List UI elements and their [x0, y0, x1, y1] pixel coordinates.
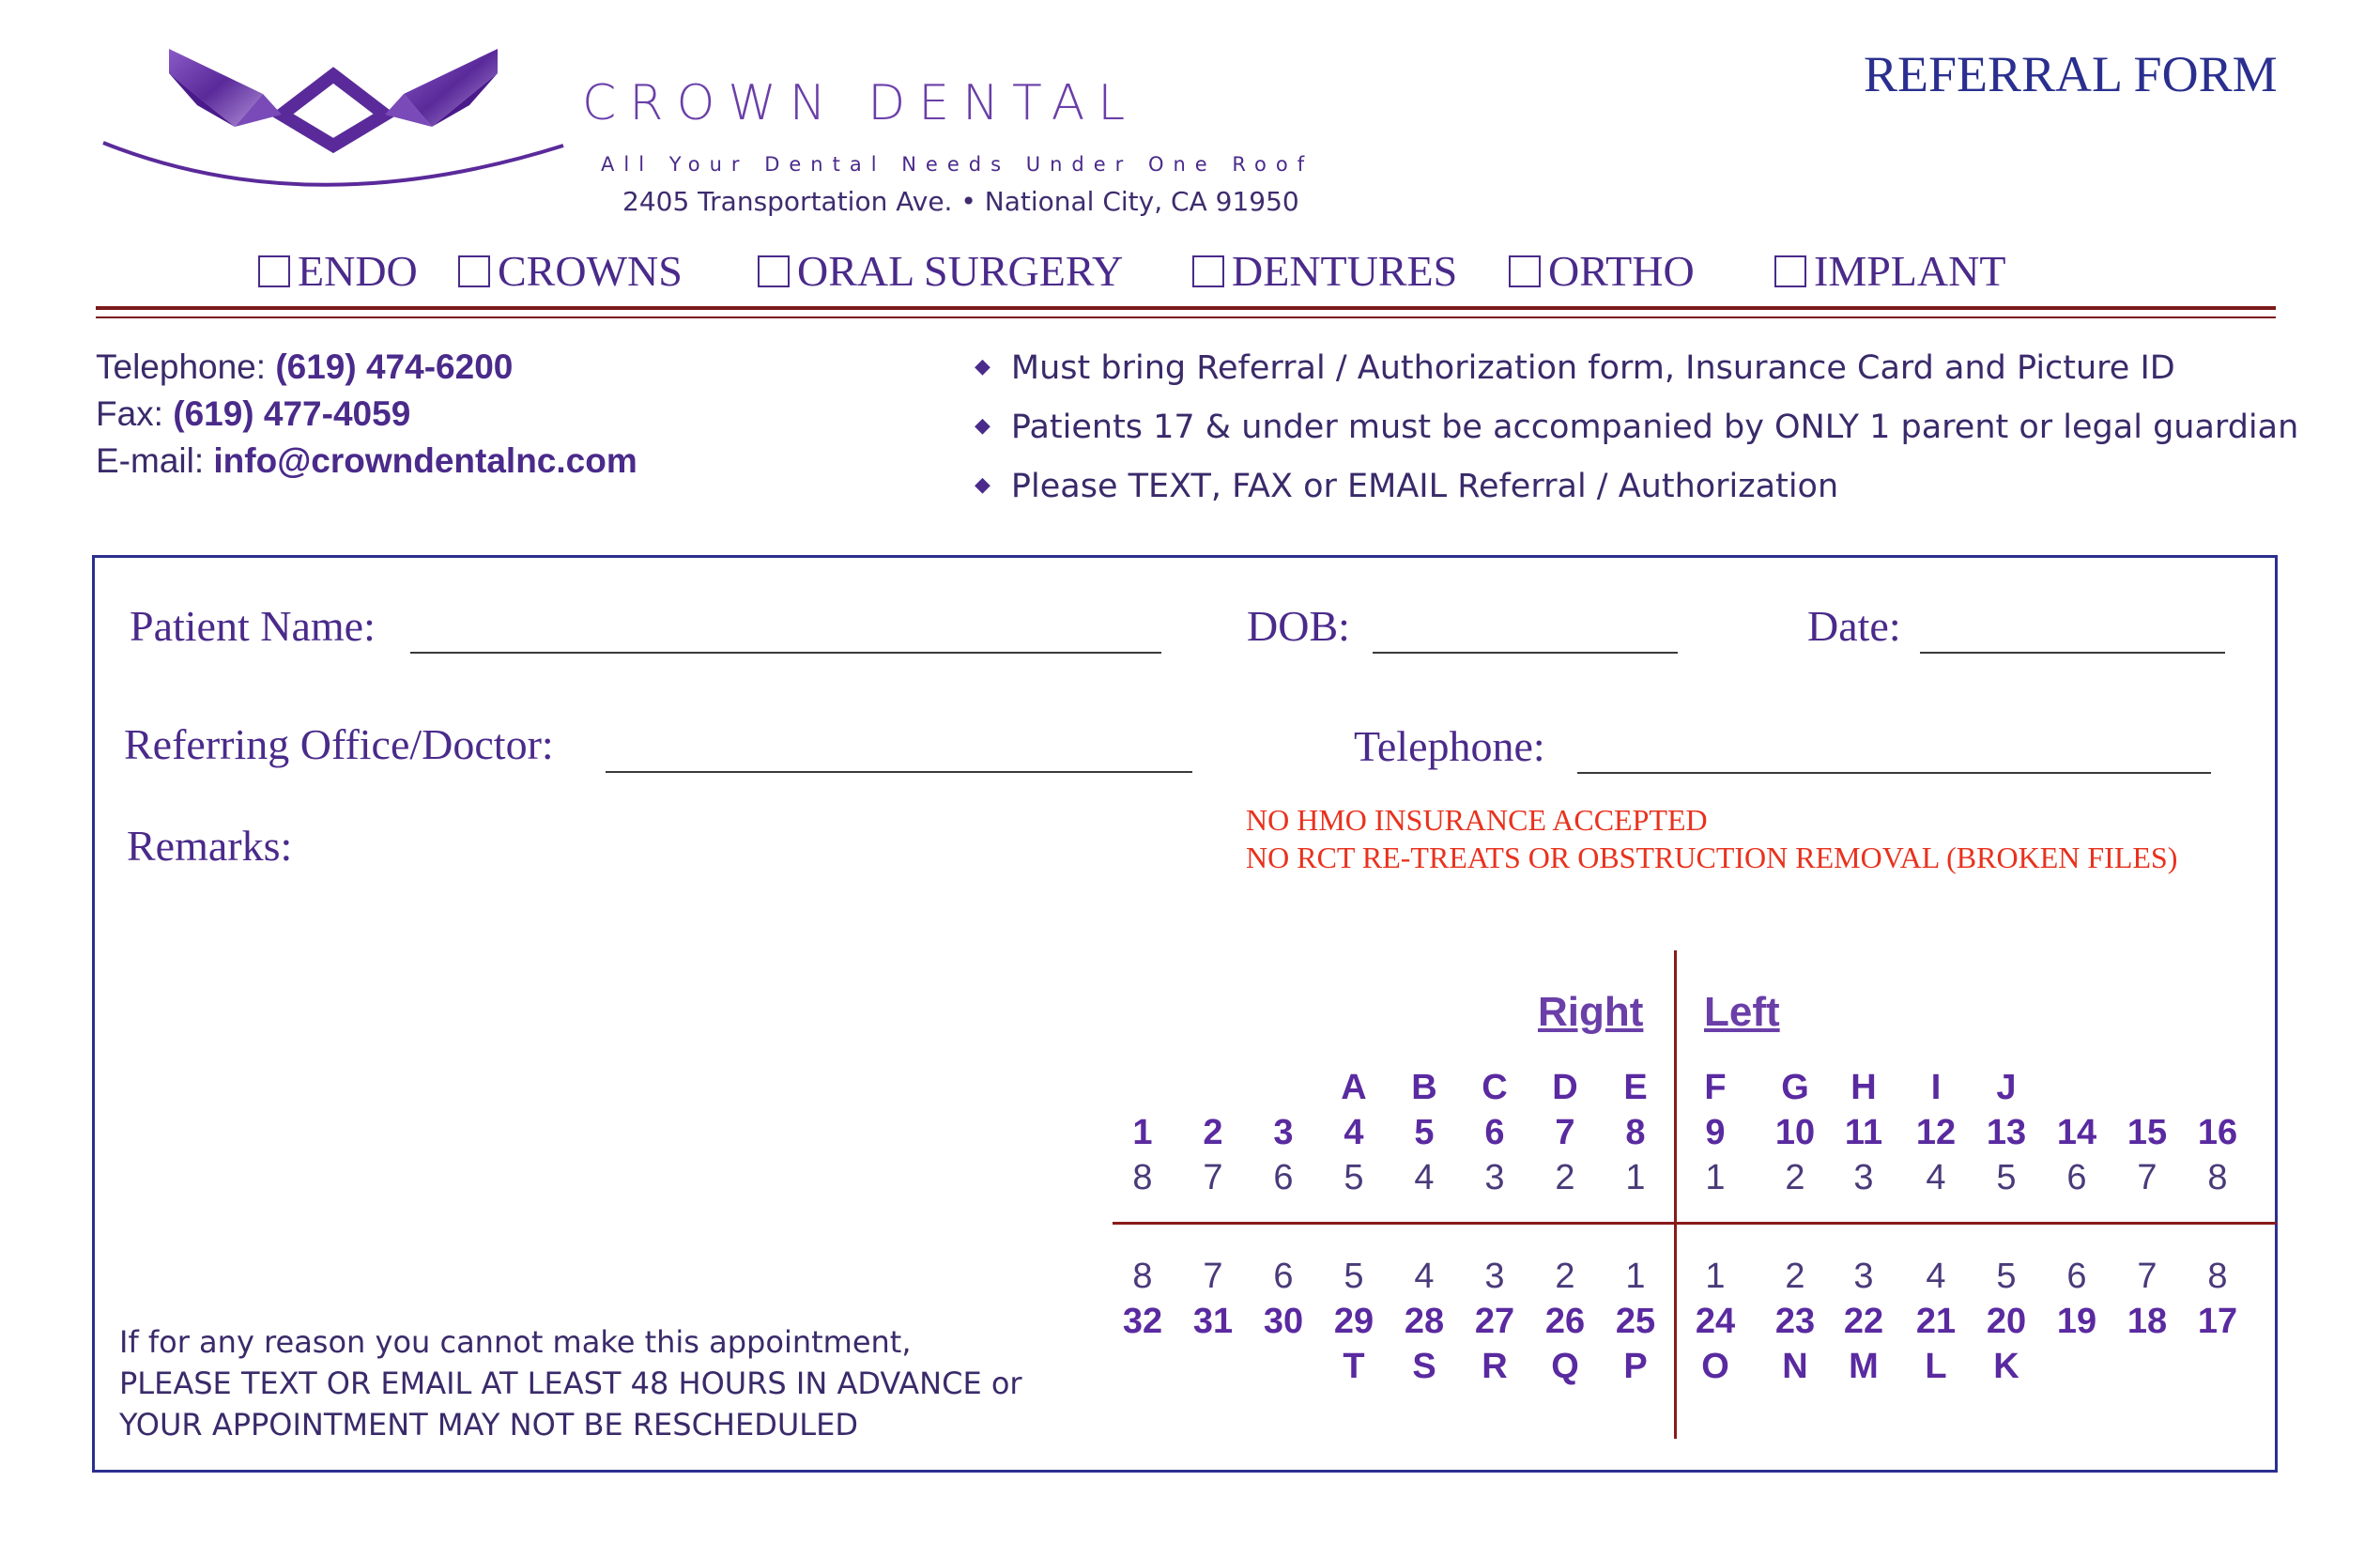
- quadrant-position[interactable]: 7: [2137, 1158, 2157, 1197]
- note-item: [975, 409, 2298, 446]
- primary-tooth-letter[interactable]: M: [1849, 1347, 1879, 1386]
- brand-name: CROWN DENTAL: [582, 75, 1139, 131]
- quadrant-position[interactable]: 2: [1555, 1158, 1575, 1197]
- telephone-field-label: Telephone:: [1354, 722, 1545, 770]
- form-title: REFERRAL FORM: [1864, 46, 2278, 102]
- service-label: DENTURES: [1232, 247, 1458, 295]
- permanent-tooth-number[interactable]: 7: [1555, 1113, 1575, 1152]
- dob-label: DOB:: [1247, 602, 1350, 650]
- primary-tooth-letter[interactable]: O: [1701, 1347, 1729, 1386]
- divider-rule: [96, 306, 2276, 310]
- quadrant-position[interactable]: 6: [2066, 1158, 2087, 1197]
- permanent-tooth-number[interactable]: 19: [2056, 1302, 2097, 1341]
- primary-tooth-letter[interactable]: A: [1341, 1068, 1367, 1107]
- telephone-value: (619) 474-6200: [275, 347, 514, 386]
- quadrant-position[interactable]: 4: [1926, 1257, 1946, 1296]
- primary-tooth-letter[interactable]: I: [1930, 1068, 1942, 1107]
- contact-fax: [96, 394, 410, 434]
- permanent-tooth-number[interactable]: 20: [1986, 1302, 2027, 1341]
- primary-tooth-letter[interactable]: Q: [1551, 1347, 1579, 1386]
- service-label: ENDO: [298, 247, 418, 295]
- crowns-checkbox[interactable]: [458, 255, 490, 287]
- quadrant-position[interactable]: 3: [1853, 1257, 1874, 1296]
- primary-tooth-letter[interactable]: N: [1782, 1347, 1808, 1386]
- primary-tooth-letter[interactable]: P: [1623, 1347, 1648, 1386]
- quadrant-position[interactable]: 7: [2137, 1257, 2157, 1296]
- quadrant-position[interactable]: 6: [1273, 1257, 1294, 1296]
- arch-divider: [1113, 1222, 2277, 1225]
- primary-tooth-letter[interactable]: J: [1996, 1068, 2017, 1107]
- quadrant-position[interactable]: 4: [1926, 1158, 1946, 1197]
- primary-tooth-letter[interactable]: T: [1343, 1347, 1365, 1386]
- permanent-tooth-number[interactable]: 15: [2127, 1113, 2168, 1152]
- quadrant-position[interactable]: 3: [1484, 1257, 1505, 1296]
- permanent-tooth-number[interactable]: 13: [1986, 1113, 2027, 1152]
- permanent-tooth-number[interactable]: 22: [1843, 1302, 1884, 1341]
- note-text: Must bring Referral / Authorization form, Insurance Card and Picture ID: [1010, 349, 2175, 387]
- implant-checkbox[interactable]: [1774, 255, 1806, 287]
- permanent-tooth-number[interactable]: 23: [1774, 1302, 1816, 1341]
- quadrant-position[interactable]: 8: [2207, 1257, 2228, 1296]
- email-label: E-mail:: [96, 441, 205, 480]
- diamond-bullet-icon: ◆: [975, 355, 990, 378]
- quadrant-position[interactable]: 7: [1203, 1257, 1223, 1296]
- note-text: Please TEXT, FAX or EMAIL Referral / Authorization: [1010, 468, 1839, 505]
- quadrant-position[interactable]: 5: [1996, 1158, 2017, 1197]
- oral-surgery-checkbox[interactable]: [758, 255, 790, 287]
- permanent-tooth-number[interactable]: 21: [1915, 1302, 1957, 1341]
- primary-tooth-letter[interactable]: B: [1411, 1068, 1437, 1107]
- cancellation-note: YOUR APPOINTMENT MAY NOT BE RESCHEDULED: [119, 1407, 858, 1443]
- primary-tooth-letter[interactable]: K: [1993, 1347, 2019, 1386]
- permanent-tooth-number[interactable]: 17: [2197, 1302, 2238, 1341]
- primary-tooth-letter[interactable]: H: [1850, 1068, 1877, 1107]
- primary-tooth-letter[interactable]: C: [1482, 1068, 1508, 1107]
- quadrant-position[interactable]: 6: [1273, 1158, 1294, 1197]
- midline-divider: [1674, 950, 1677, 1439]
- fax-value: (619) 477-4059: [173, 394, 411, 433]
- permanent-tooth-number[interactable]: 30: [1263, 1302, 1304, 1341]
- telephone-label: Telephone:: [96, 347, 267, 386]
- dob-field[interactable]: [1373, 652, 1678, 654]
- service-ortho[interactable]: [1509, 246, 1695, 296]
- service-dentures[interactable]: [1192, 246, 1457, 296]
- quadrant-position[interactable]: 1: [1625, 1257, 1646, 1296]
- right-side-label: Right: [1538, 989, 1644, 1035]
- email-value[interactable]: info@crowndentalnc.com: [213, 441, 637, 480]
- service-oral-surgery[interactable]: [758, 246, 1123, 296]
- quadrant-position[interactable]: 3: [1484, 1158, 1505, 1197]
- quadrant-position[interactable]: 5: [1344, 1257, 1364, 1296]
- date-field[interactable]: [1920, 652, 2225, 654]
- permanent-tooth-number[interactable]: 12: [1915, 1113, 1957, 1152]
- primary-tooth-letter[interactable]: D: [1552, 1068, 1578, 1107]
- note-text: Patients 17 & under must be accompanied by ONLY 1 parent or legal guardian: [1010, 409, 2299, 446]
- permanent-tooth-number[interactable]: 32: [1122, 1302, 1163, 1341]
- quadrant-position[interactable]: 2: [1785, 1257, 1805, 1296]
- referring-office-field[interactable]: [606, 771, 1192, 773]
- fax-label: Fax:: [96, 394, 163, 433]
- cancellation-note: If for any reason you cannot make this appointment,: [119, 1324, 912, 1360]
- permanent-tooth-number[interactable]: 27: [1474, 1302, 1515, 1341]
- service-label: CROWNS: [498, 247, 683, 295]
- permanent-tooth-number[interactable]: 8: [1625, 1113, 1646, 1152]
- quadrant-position[interactable]: 1: [1705, 1257, 1726, 1296]
- patient-name-label: Patient Name:: [130, 602, 376, 650]
- quadrant-position[interactable]: 8: [2207, 1158, 2228, 1197]
- permanent-tooth-number[interactable]: 26: [1544, 1302, 1586, 1341]
- permanent-tooth-number[interactable]: 5: [1414, 1113, 1435, 1152]
- quadrant-position[interactable]: 2: [1555, 1257, 1575, 1296]
- permanent-tooth-number[interactable]: 6: [1484, 1113, 1505, 1152]
- quadrant-position[interactable]: 4: [1414, 1257, 1435, 1296]
- diamond-bullet-icon: ◆: [975, 414, 990, 438]
- service-label: ORTHO: [1548, 247, 1695, 295]
- permanent-tooth-number[interactable]: 14: [2056, 1113, 2097, 1152]
- telephone-field[interactable]: [1577, 772, 2211, 774]
- quadrant-position[interactable]: 2: [1785, 1158, 1805, 1197]
- crown-logo: [94, 38, 582, 216]
- primary-tooth-letter[interactable]: L: [1925, 1347, 1947, 1386]
- cancellation-note: PLEASE TEXT OR EMAIL AT LEAST 48 HOURS IN ADVANCE or: [119, 1366, 1022, 1401]
- quadrant-position[interactable]: 4: [1414, 1158, 1435, 1197]
- quadrant-position[interactable]: 5: [1344, 1158, 1364, 1197]
- warning-text: NO RCT RE-TREATS OR OBSTRUCTION REMOVAL (BROKEN FILES): [1246, 841, 2178, 874]
- permanent-tooth-number[interactable]: 29: [1333, 1302, 1374, 1341]
- permanent-tooth-number[interactable]: 4: [1344, 1113, 1364, 1152]
- permanent-tooth-number[interactable]: 11: [1844, 1113, 1883, 1152]
- diamond-bullet-icon: ◆: [975, 473, 990, 497]
- permanent-tooth-number[interactable]: 18: [2127, 1302, 2168, 1341]
- permanent-tooth-number[interactable]: 10: [1774, 1113, 1816, 1152]
- divider-rule: [96, 316, 2276, 318]
- brand-tagline: All Your Dental Needs Under One Roof: [601, 153, 1314, 176]
- ortho-checkbox[interactable]: [1509, 255, 1541, 287]
- contact-telephone: [96, 347, 513, 387]
- office-address: 2405 Transportation Ave. • National City, CA 91950: [622, 186, 1299, 217]
- left-side-label: Left: [1704, 989, 1780, 1035]
- note-item: [975, 349, 2175, 387]
- dentures-checkbox[interactable]: [1192, 255, 1224, 287]
- quadrant-position[interactable]: 8: [1132, 1257, 1153, 1296]
- primary-tooth-letter[interactable]: R: [1482, 1347, 1508, 1386]
- service-implant[interactable]: [1774, 246, 2005, 296]
- primary-tooth-letter[interactable]: G: [1781, 1068, 1809, 1107]
- permanent-tooth-number[interactable]: 1: [1132, 1113, 1153, 1152]
- service-endo[interactable]: [258, 246, 418, 296]
- note-item: [975, 468, 1838, 505]
- quadrant-position[interactable]: 1: [1705, 1158, 1726, 1197]
- primary-tooth-letter[interactable]: S: [1412, 1347, 1436, 1386]
- permanent-tooth-number[interactable]: 28: [1404, 1302, 1445, 1341]
- quadrant-position[interactable]: 7: [1203, 1158, 1223, 1197]
- quadrant-position[interactable]: 8: [1132, 1158, 1153, 1197]
- primary-tooth-letter[interactable]: E: [1623, 1068, 1648, 1107]
- referring-office-label: Referring Office/Doctor:: [124, 720, 554, 768]
- primary-tooth-letter[interactable]: F: [1704, 1068, 1727, 1107]
- permanent-tooth-number[interactable]: 25: [1615, 1302, 1656, 1341]
- quadrant-position[interactable]: 1: [1625, 1158, 1646, 1197]
- date-label: Date:: [1807, 602, 1901, 650]
- quadrant-position[interactable]: 5: [1996, 1257, 2017, 1296]
- permanent-tooth-number[interactable]: 9: [1705, 1113, 1726, 1152]
- contact-email: [96, 441, 637, 481]
- quadrant-position[interactable]: 6: [2066, 1257, 2087, 1296]
- permanent-tooth-number[interactable]: 3: [1273, 1113, 1294, 1152]
- permanent-tooth-number[interactable]: 31: [1192, 1302, 1234, 1341]
- service-label: IMPLANT: [1814, 247, 2006, 295]
- service-crowns[interactable]: [458, 246, 683, 296]
- quadrant-position[interactable]: 3: [1853, 1158, 1874, 1197]
- permanent-tooth-number[interactable]: 2: [1203, 1113, 1223, 1152]
- service-label: ORAL SURGERY: [797, 247, 1124, 295]
- patient-name-field[interactable]: [410, 652, 1161, 654]
- warning-text: NO HMO INSURANCE ACCEPTED: [1246, 803, 1708, 837]
- endo-checkbox[interactable]: [258, 255, 290, 287]
- permanent-tooth-number[interactable]: 24: [1695, 1302, 1736, 1341]
- permanent-tooth-number[interactable]: 16: [2197, 1113, 2238, 1152]
- remarks-label: Remarks:: [127, 822, 293, 870]
